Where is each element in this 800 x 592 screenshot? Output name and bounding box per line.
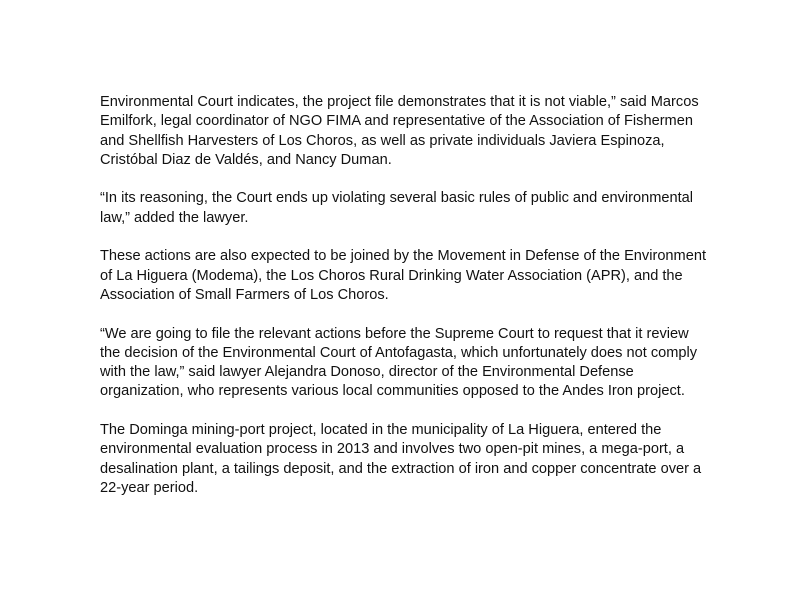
paragraph-2: “In its reasoning, the Court ends up violating several basic rules of public and environmental law,” added the lawyer. bbox=[100, 190, 693, 226]
paragraph-1: Environmental Court indicates, the project file demonstrates that it is not viable,” said Marcos Emilfork, legal coordinator of NGO FIMA and representative of the Association of Fishermen and Shellfish Harvesters of Los Choros, as well as private individuals Javiera Espinoza, Cristóbal Diaz de Valdés, and Nancy Duman. bbox=[100, 94, 699, 168]
paragraph-3: These actions are also expected to be joined by the Movement in Defense of the Environment of La Higuera (Modema), the Los Choros Rural Drinking Water Association (APR), and the Association of Small Farmers of Los Choros. bbox=[100, 248, 706, 303]
paragraph-5: The Dominga mining-port project, located in the municipality of La Higuera, entered the environmental evaluation process in 2013 and involves two open-pit mines, a mega-port, a desalination plant, a tailings deposit, and the extraction of iron and copper concentrate over a 22-year period. bbox=[100, 422, 702, 496]
article-body bbox=[100, 93, 710, 518]
paragraph-4: “We are going to file the relevant actions before the Supreme Court to request that it review the decision of the Environmental Court of Antofagasta, which unfortunately does not comply with the law,” said lawyer Alejandra Donoso, director of the Environmental Defense organization, who represents various local communities opposed to the Andes Iron project. bbox=[100, 325, 698, 400]
